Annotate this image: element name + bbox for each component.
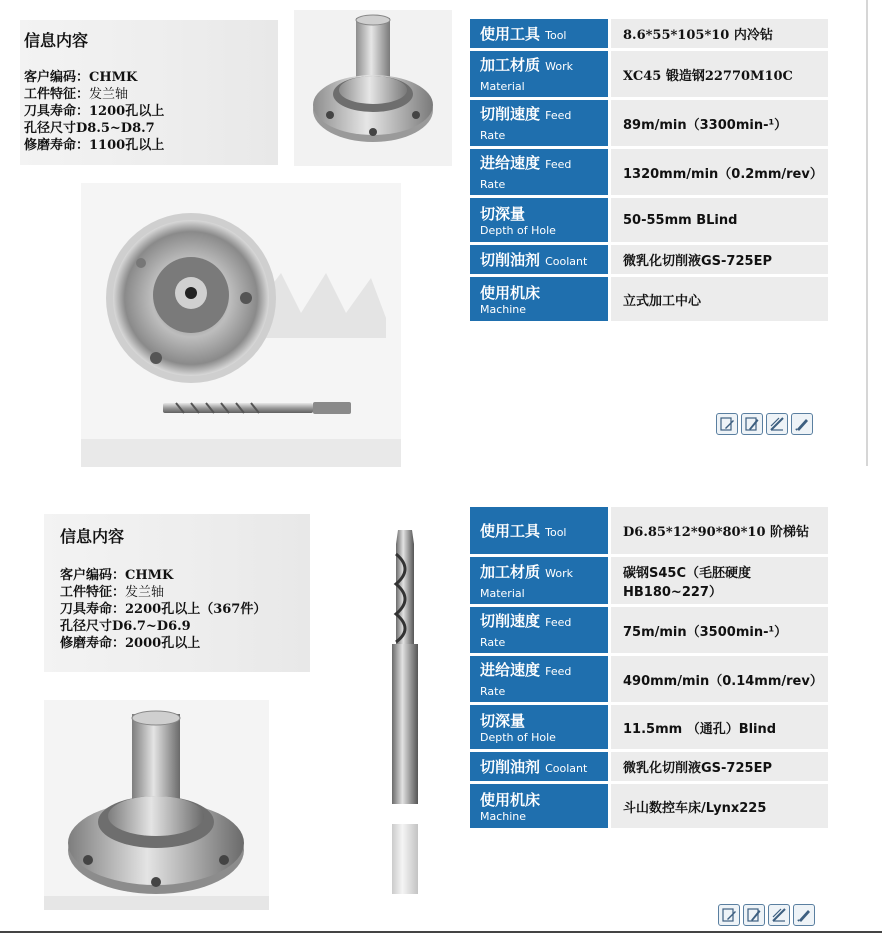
spec-table-1: [470, 16, 828, 324]
pen-icon[interactable]: [791, 413, 813, 435]
info-line-feature: 工件特征：发兰轴: [24, 87, 129, 102]
spec-row-coolant: 切削油剂 Coolant 微乳化切削液GS-725EP: [470, 245, 828, 274]
spec-table-2: [470, 504, 828, 831]
spec-row-cutting-speed: 切削速度 Feed Rate 89m/min（3300min-¹）: [470, 100, 828, 146]
flange-and-drill-photo: [81, 183, 401, 467]
bottom-rule: [0, 931, 882, 933]
flange-shaft-photo-2: [44, 700, 269, 910]
spec-row-material: 加工材质 Work Material XC45 锻造钢22770M10C: [470, 51, 828, 97]
edit-pencil-icon[interactable]: [716, 413, 738, 435]
info-line-customer: 客户编码：CHMK: [60, 568, 174, 583]
info-line-hole-size: 孔径尺寸D8.5~D8.7: [24, 121, 155, 136]
info-line-regrind-life: 修磨寿命：2000孔以上: [60, 636, 201, 651]
spec-row-coolant: 切削油剂 Coolant 微乳化切削液GS-725EP: [470, 752, 828, 781]
info-panel-1: [20, 20, 278, 165]
spec-row-feed-speed: 进给速度 Feed Rate 490mm/min（0.14mm/rev）: [470, 656, 828, 702]
edit-pencil-icon[interactable]: [718, 904, 740, 926]
edit-pencil-icon[interactable]: [743, 904, 765, 926]
spec-row-feed-speed: 进给速度 Feed Rate 1320mm/min（0.2mm/rev）: [470, 149, 828, 195]
info-line-tool-life: 刀具寿命：1200孔以上: [24, 104, 165, 119]
spec-row-depth: 切深量 Depth of Hole 50-55mm BLind: [470, 198, 828, 242]
info-line-feature: 工件特征：发兰轴: [60, 585, 165, 600]
info-panel-2: [44, 514, 310, 672]
spec-row-machine: 使用机床 Machine 立式加工中心: [470, 277, 828, 321]
step-drill-photo: [376, 524, 434, 904]
spec-row-depth: 切深量 Depth of Hole 11.5mm （通孔）Blind: [470, 705, 828, 749]
info-line-customer: 客户编码：CHMK: [24, 70, 138, 85]
spec-row-tool: 使用工具 Tool 8.6*55*105*10 内冷钻: [470, 19, 828, 48]
ruler-pencil-icon[interactable]: [768, 904, 790, 926]
edit-toolbar-2: [718, 904, 815, 926]
spec-row-machine: 使用机床 Machine 斗山数控车床/Lynx225: [470, 784, 828, 828]
spec-row-material: 加工材质 Work Material 碳钢S45C（毛胚硬度 HB180~227）: [470, 557, 828, 604]
spec-row-cutting-speed: 切削速度 Feed Rate 75m/min（3500min-¹）: [470, 607, 828, 653]
info-title: 信息内容: [24, 31, 89, 50]
edit-pencil-icon[interactable]: [741, 413, 763, 435]
edit-toolbar-1: [716, 413, 813, 435]
pen-icon[interactable]: [793, 904, 815, 926]
info-line-tool-life: 刀具寿命：2200孔以上（367件）: [60, 602, 267, 617]
info-title: 信息内容: [60, 527, 125, 546]
flange-shaft-photo-1: [294, 10, 452, 166]
info-line-hole-size: 孔径尺寸D6.7~D6.9: [60, 619, 191, 634]
ruler-pencil-icon[interactable]: [766, 413, 788, 435]
info-line-regrind-life: 修磨寿命：1100孔以上: [24, 138, 165, 153]
spec-row-tool: 使用工具 Tool D6.85*12*90*80*10 阶梯钻: [470, 507, 828, 554]
section-divider: [866, 0, 868, 466]
